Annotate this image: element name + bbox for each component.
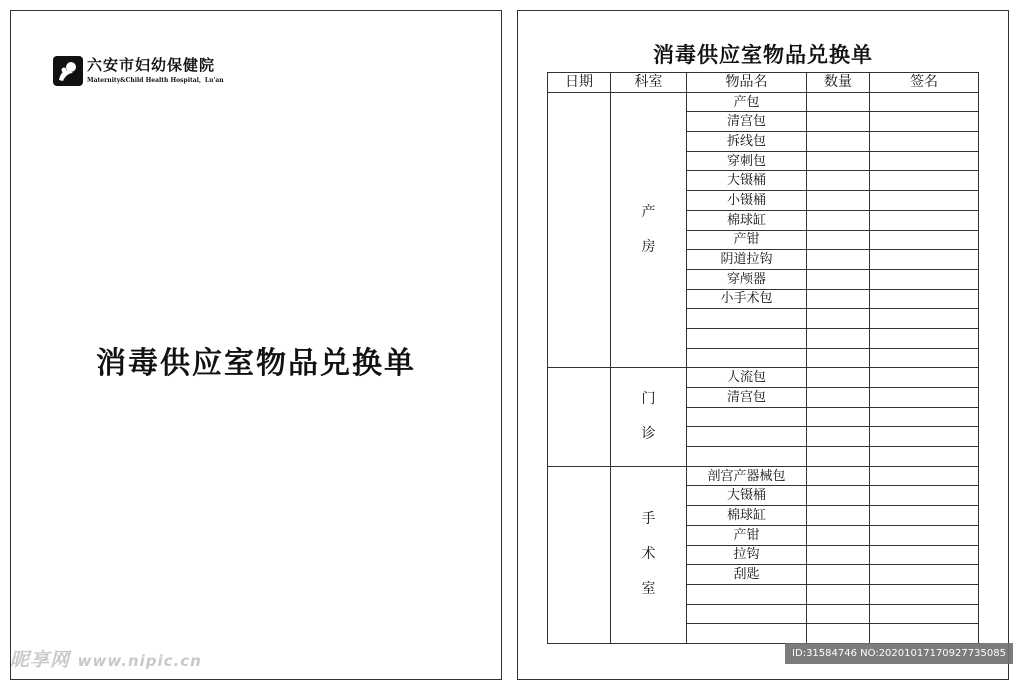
date-cell[interactable] <box>548 368 611 466</box>
item-name-cell <box>687 427 807 447</box>
header-sign: 签名 <box>870 73 979 93</box>
item-name-cell: 穿刺包 <box>687 151 807 171</box>
quantity-cell[interactable] <box>807 525 870 545</box>
header-qty: 数量 <box>807 73 870 93</box>
dept-char: 术 <box>641 546 656 563</box>
watermark-left-url: www.nipic.cn <box>77 652 202 670</box>
item-name-cell <box>687 328 807 348</box>
cover-page <box>10 10 502 680</box>
item-name-cell: 人流包 <box>687 368 807 388</box>
watermark-left <box>10 645 202 672</box>
quantity-cell[interactable] <box>807 584 870 604</box>
item-name-cell <box>687 584 807 604</box>
quantity-cell[interactable] <box>807 289 870 309</box>
hospital-logo <box>53 56 224 86</box>
quantity-cell[interactable] <box>807 171 870 191</box>
quantity-cell[interactable] <box>807 604 870 624</box>
table-header-row <box>548 73 979 93</box>
quantity-cell[interactable] <box>807 447 870 467</box>
signature-cell[interactable] <box>870 447 979 467</box>
item-name-cell <box>687 447 807 467</box>
signature-cell[interactable] <box>870 545 979 565</box>
quantity-cell[interactable] <box>807 348 870 368</box>
dept-char: 房 <box>641 239 656 255</box>
dept-cell <box>611 368 687 466</box>
quantity-cell[interactable] <box>807 230 870 250</box>
item-name-cell <box>687 309 807 329</box>
quantity-cell[interactable] <box>807 151 870 171</box>
table-row <box>548 92 979 112</box>
signature-cell[interactable] <box>870 92 979 112</box>
header-dept: 科室 <box>611 73 687 93</box>
item-name-cell <box>687 624 807 644</box>
item-name-cell: 小镊桶 <box>687 191 807 211</box>
table-row <box>548 368 979 388</box>
quantity-cell[interactable] <box>807 309 870 329</box>
item-name-cell: 刮匙 <box>687 565 807 585</box>
exchange-form-page <box>517 10 1009 680</box>
dept-char: 诊 <box>641 426 656 443</box>
quantity-cell[interactable] <box>807 624 870 644</box>
item-name-cell: 清宫包 <box>687 112 807 132</box>
dept-char: 室 <box>641 581 656 598</box>
item-name-cell: 阴道拉钩 <box>687 250 807 270</box>
signature-cell[interactable] <box>870 565 979 585</box>
quantity-cell[interactable] <box>807 427 870 447</box>
quantity-cell[interactable] <box>807 92 870 112</box>
item-name-cell: 产钳 <box>687 525 807 545</box>
date-cell[interactable] <box>548 92 611 368</box>
quantity-cell[interactable] <box>807 565 870 585</box>
item-name-cell: 棉球缸 <box>687 210 807 230</box>
quantity-cell[interactable] <box>807 250 870 270</box>
table-row <box>548 466 979 486</box>
item-name-cell: 产钳 <box>687 230 807 250</box>
signature-cell[interactable] <box>870 466 979 486</box>
quantity-cell[interactable] <box>807 368 870 388</box>
dept-char: 门 <box>641 391 656 408</box>
signature-cell[interactable] <box>870 506 979 526</box>
hospital-name-en: Maternity&Child Health Hospital，Lu'an <box>87 77 224 84</box>
quantity-cell[interactable] <box>807 486 870 506</box>
signature-cell[interactable] <box>870 584 979 604</box>
quantity-cell[interactable] <box>807 407 870 427</box>
item-name-cell: 清宫包 <box>687 388 807 408</box>
date-cell[interactable] <box>548 466 611 643</box>
item-name-cell: 产包 <box>687 92 807 112</box>
signature-cell[interactable] <box>870 328 979 348</box>
signature-cell[interactable] <box>870 171 979 191</box>
quantity-cell[interactable] <box>807 191 870 211</box>
signature-cell[interactable] <box>870 289 979 309</box>
item-name-cell: 大镊桶 <box>687 171 807 191</box>
header-item: 物品名 <box>687 73 807 93</box>
dept-char: 手 <box>641 511 656 528</box>
form-title: 消毒供应室物品兑换单 <box>653 42 873 67</box>
signature-cell[interactable] <box>870 525 979 545</box>
item-name-cell <box>687 407 807 427</box>
signature-cell[interactable] <box>870 230 979 250</box>
signature-cell[interactable] <box>870 348 979 368</box>
hospital-logo-icon <box>53 56 83 86</box>
signature-cell[interactable] <box>870 368 979 388</box>
watermark-id-band: ID:31584746 NO:20201017170927735085 <box>785 643 1013 664</box>
quantity-cell[interactable] <box>807 210 870 230</box>
signature-cell[interactable] <box>870 427 979 447</box>
watermark-left-text: 昵享网 <box>10 649 71 671</box>
quantity-cell[interactable] <box>807 388 870 408</box>
table-body <box>548 92 979 643</box>
hospital-name-cn: 六安市妇幼保健院 <box>87 56 216 74</box>
signature-cell[interactable] <box>870 269 979 289</box>
signature-cell[interactable] <box>870 250 979 270</box>
item-name-cell: 拆线包 <box>687 132 807 152</box>
quantity-cell[interactable] <box>807 466 870 486</box>
signature-cell[interactable] <box>870 388 979 408</box>
signature-cell[interactable] <box>870 624 979 644</box>
item-name-cell: 剖宫产器械包 <box>687 466 807 486</box>
signature-cell[interactable] <box>870 309 979 329</box>
exchange-table <box>547 72 979 644</box>
header-date: 日期 <box>548 73 611 93</box>
dept-char: 产 <box>641 204 656 220</box>
item-name-cell: 小手术包 <box>687 289 807 309</box>
item-name-cell: 拉钩 <box>687 545 807 565</box>
signature-cell[interactable] <box>870 486 979 506</box>
signature-cell[interactable] <box>870 132 979 152</box>
item-name-cell: 棉球缸 <box>687 506 807 526</box>
quantity-cell[interactable] <box>807 506 870 526</box>
quantity-cell[interactable] <box>807 545 870 565</box>
dept-cell <box>611 466 687 643</box>
signature-cell[interactable] <box>870 151 979 171</box>
item-name-cell <box>687 348 807 368</box>
cover-title: 消毒供应室物品兑换单 <box>96 346 416 381</box>
quantity-cell[interactable] <box>807 328 870 348</box>
dept-cell <box>611 92 687 368</box>
item-name-cell <box>687 604 807 624</box>
item-name-cell: 穿颅器 <box>687 269 807 289</box>
quantity-cell[interactable] <box>807 112 870 132</box>
signature-cell[interactable] <box>870 191 979 211</box>
signature-cell[interactable] <box>870 407 979 427</box>
item-name-cell: 大镊桶 <box>687 486 807 506</box>
signature-cell[interactable] <box>870 112 979 132</box>
signature-cell[interactable] <box>870 604 979 624</box>
quantity-cell[interactable] <box>807 132 870 152</box>
quantity-cell[interactable] <box>807 269 870 289</box>
signature-cell[interactable] <box>870 210 979 230</box>
